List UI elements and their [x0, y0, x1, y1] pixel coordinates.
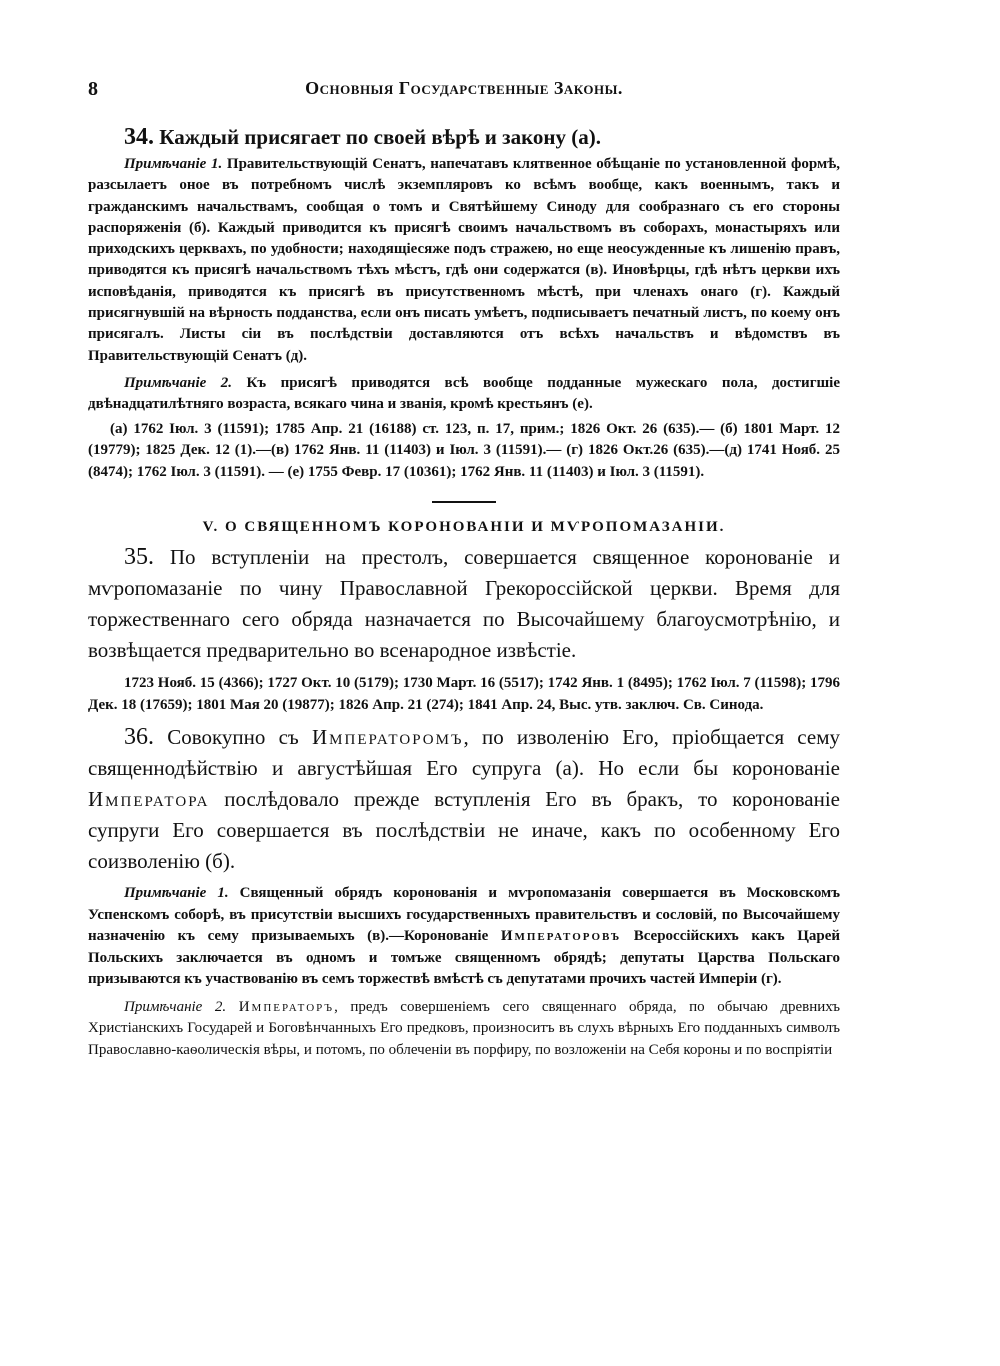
emperor-word: Императора — [88, 787, 210, 812]
article-35-text — [88, 542, 840, 666]
article-35 — [88, 542, 840, 716]
legal-references: 1723 Нояб. 15 (4366); 1727 Окт. 10 (5179); 1730 Март. 16 (5517); 1742 Янв. 1 (8495); 1762 Іюл. 7 (11598); 1796 Дек. 18 (17659); 1801 Мая 20 (19877); 1826 Апр. 21 (274); 1841 Апр. 24, Выс. утв. заключ. Св. Синода. — [88, 675, 840, 714]
article-body: послѣдовало прежде вступленія Его въ бракъ, то коронованіе супруги Его совершается въ послѣдствіи не иначе, какъ по особенному Его соизволенію (б). — [88, 787, 840, 874]
note-label: Примѣчаніе 2. — [124, 374, 233, 391]
note-label: Примѣчаніе 1. — [124, 156, 223, 172]
article-36-text — [88, 722, 840, 877]
article-body: Совокупно съ — [154, 725, 312, 750]
page-header — [88, 78, 840, 112]
note-label: Примѣчаніе 1. — [124, 885, 229, 902]
note-body: Къ присягѣ приводятся всѣ вообще подданные мужескаго пола, достигшіе двѣнадцатилѣтняго возраста, всякаго чина и званія, кромѣ крестьянъ (е). — [88, 374, 840, 413]
note-body: , предъ совершеніемъ сего священнаго обряда, по обычаю древнихъ Христіанскихъ Государей и Боговѣнчанныхъ Его предковъ, произноситъ въ слухъ вѣрныхъ Его подданныхъ символъ Православно-каѳолическія вѣры, и потомъ, по облеченіи въ порфиру, по возложеніи на Себя короны и по воспріятіи — [88, 998, 840, 1058]
article-body: Каждый присягает по своей вѣрѣ и закону (а). — [154, 125, 601, 149]
emperor-word: Императоровъ — [500, 928, 622, 945]
legal-references: (а) 1762 Іюл. 3 (11591); 1785 Апр. 21 (16188) ст. 123, п. 17, прим.; 1826 Окт. 26 (635).— (б) 1801 Март. 12 (19779); 1825 Дек. 12 (1).—(в) 1762 Янв. 11 (11403) и Іюл. 3 (11591).— (г) 1826 Окт.26 (635).—(д) 1741 Нояб. 25 (8474); 1762 Іюл. 3 (11591). — (е) 1755 Февр. 17 (10361); 1762 Янв. 11 (11403) и Іюл. 3 (11591). — [88, 420, 840, 480]
article-number: 34. — [124, 124, 154, 150]
note-1 — [88, 883, 840, 991]
note-body: Правительствующій Сенатъ, напечатавъ клятвенное обѣщаніе по установленной формѣ, разсылаетъ оное въ потребномъ числѣ экземпляровъ ко всѣмъ вообще, какъ военнымъ, такъ и гражданскимъ начальствамъ, сообщая о томъ и Святѣйшему Синоду для сообразнаго съ его стороны распоряженія (б). Каждый приводится къ присягѣ своимъ начальствомъ въ соборахъ, монастыряхъ или приходскихъ церквахъ, по удобности; находящіесяже подъ стражею, но еще неосужденные къ лишенію правъ, приводятся къ присягѣ начальствомъ тѣхъ мѣстъ, гдѣ они содержатся (в). Иновѣрцы, гдѣ нѣтъ церкви ихъ исповѣданія, приводятся къ присягѣ въ присутственномъ мѣстѣ, при членахъ онаго (г). Каждый присягнувшій на вѣрность подданства, если онъ писать умѣетъ, подписываетъ печатный листъ, по коему онъ присягалъ. Листы сіи въ послѣдствіи доставляются отъ всѣхъ начальствъ и вѣдомствъ въ Правительствующій Сенатъ (д). — [88, 156, 840, 364]
article-body: По вступленіи на престолъ, совершается священное коронованіе и мѵропомазаніе по чину Православной Грекороссійской церкви. Время для торжественнаго сего обряда назначается по Высочайшему благоусмотрѣнію, и возвѣщается предварительно во всенародное извѣстіе. — [88, 545, 840, 663]
article-number: 35. — [124, 544, 154, 571]
running-title: Основныя Государственные Законы. — [305, 78, 623, 98]
article-34 — [88, 124, 840, 483]
section-divider — [432, 501, 496, 503]
article-number: 36. — [124, 724, 154, 751]
document-page — [88, 78, 840, 1061]
note-body: Священный обрядъ коронованія и мѵропомазанія совершается въ Московскомъ Успенскомъ соборѣ, въ присутствіи высшихъ государственныхъ правительствъ и сословій, по Высочайшему назначенію къ сему призываемыхъ (в).—Коронованіе — [88, 885, 840, 945]
article-34-text — [124, 124, 840, 150]
article-body: , по изволенію Его, пріобщается сему священнодѣйствію и августѣйшая Его супруга (а). Но если бы коронованіе — [88, 725, 840, 781]
article-36 — [88, 722, 840, 1061]
note-2 — [88, 997, 840, 1062]
note-body: Всероссійскихъ какъ Царей Польскихъ заключается въ одномъ и томъже священномъ обрядѣ; депутаты Царства Польскаго призываются къ участвованію въ семъ торжествѣ вмѣстѣ съ депутатами прочихъ частей Имперіи (г). — [88, 928, 841, 988]
emperor-word: Императоромъ — [311, 725, 464, 750]
page-number: 8 — [88, 78, 98, 100]
emperor-word: Императоръ — [238, 998, 335, 1015]
note-2 — [88, 373, 840, 416]
note-label: Примѣчаніе 2. — [124, 998, 227, 1015]
note-1 — [88, 154, 840, 367]
section-heading: V. О СВЯЩЕННОМЪ КОРОНОВАНІИ И МѴРОПОМАЗАНІИ. — [202, 519, 726, 536]
